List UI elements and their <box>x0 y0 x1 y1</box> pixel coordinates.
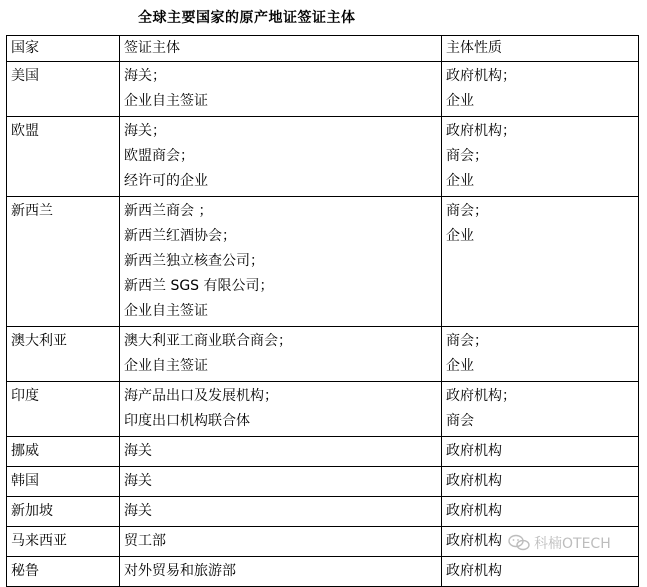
issuer-line: 贸工部 <box>124 533 166 549</box>
issuer-cell <box>120 557 442 587</box>
issuer-line: 新西兰商会 ； <box>124 203 213 219</box>
country-cell: 澳大利亚 <box>7 327 120 382</box>
issuer-line: 海关； <box>124 68 166 84</box>
issuer-line: 欧盟商会； <box>124 148 194 164</box>
certification-table <box>6 35 639 587</box>
nature-line: 企业 <box>446 93 474 109</box>
table-row <box>7 497 639 527</box>
header-country: 国家 <box>7 36 120 62</box>
table-row <box>7 62 639 117</box>
issuer-line: 企业自主签证 <box>124 93 208 109</box>
country-cell: 欧盟 <box>7 117 120 197</box>
wechat-icon <box>508 534 530 552</box>
watermark <box>508 533 611 553</box>
issuer-line: 海关 <box>124 503 152 519</box>
issuer-line: 企业自主签证 <box>124 303 208 319</box>
issuer-line: 印度出口机构联合体 <box>124 413 250 429</box>
nature-line: 政府机构 <box>446 473 502 489</box>
nature-line: 商会 <box>446 413 474 429</box>
nature-line: 企业 <box>446 228 474 244</box>
table-row <box>7 197 639 327</box>
nature-line: 商会； <box>446 333 488 349</box>
issuer-line: 海关 <box>124 443 152 459</box>
nature-line: 商会； <box>446 203 488 219</box>
issuer-cell <box>120 497 442 527</box>
issuer-line: 海关； <box>124 123 166 139</box>
issuer-cell <box>120 197 442 327</box>
issuer-line: 新西兰独立核查公司； <box>124 253 264 269</box>
nature-line: 政府机构 <box>446 563 502 579</box>
header-issuer: 签证主体 <box>120 36 442 62</box>
issuer-cell <box>120 467 442 497</box>
issuer-line: 海产品出口及发展机构； <box>124 388 278 404</box>
issuer-cell <box>120 437 442 467</box>
nature-cell <box>442 467 639 497</box>
country-cell: 马来西亚 <box>7 527 120 557</box>
table-row <box>7 557 639 587</box>
nature-cell <box>442 62 639 117</box>
table-header-row <box>7 36 639 62</box>
issuer-cell <box>120 382 442 437</box>
nature-cell <box>442 117 639 197</box>
issuer-line: 新西兰红酒协会； <box>124 228 236 244</box>
issuer-line: 经许可的企业 <box>124 173 208 189</box>
nature-line: 企业 <box>446 358 474 374</box>
country-cell: 秘鲁 <box>7 557 120 587</box>
nature-line: 政府机构 <box>446 533 502 549</box>
nature-cell <box>442 327 639 382</box>
issuer-cell <box>120 527 442 557</box>
header-nature: 主体性质 <box>442 36 639 62</box>
table-row <box>7 467 639 497</box>
nature-line: 政府机构； <box>446 388 516 404</box>
table-row <box>7 327 639 382</box>
country-cell: 韩国 <box>7 467 120 497</box>
issuer-cell <box>120 62 442 117</box>
issuer-line: 企业自主签证 <box>124 358 208 374</box>
country-cell: 新西兰 <box>7 197 120 327</box>
page-title: 全球主要国家的原产地证签证主体 <box>138 10 356 26</box>
nature-line: 企业 <box>446 173 474 189</box>
issuer-line: 新西兰 SGS 有限公司； <box>124 278 274 294</box>
issuer-line: 对外贸易和旅游部 <box>124 563 236 579</box>
nature-line: 政府机构 <box>446 443 502 459</box>
nature-line: 商会； <box>446 148 488 164</box>
issuer-line: 海关 <box>124 473 152 489</box>
issuer-cell <box>120 327 442 382</box>
country-cell: 新加坡 <box>7 497 120 527</box>
nature-cell <box>442 197 639 327</box>
nature-line: 政府机构； <box>446 68 516 84</box>
country-cell: 印度 <box>7 382 120 437</box>
nature-line: 政府机构； <box>446 123 516 139</box>
nature-cell <box>442 497 639 527</box>
issuer-cell <box>120 117 442 197</box>
nature-line: 政府机构 <box>446 503 502 519</box>
table-row <box>7 437 639 467</box>
country-cell: 挪威 <box>7 437 120 467</box>
issuer-line: 澳大利亚工商业联合商会； <box>124 333 292 349</box>
table-row <box>7 382 639 437</box>
watermark-text: 科楠OTECH <box>534 536 611 552</box>
nature-cell <box>442 382 639 437</box>
country-cell: 美国 <box>7 62 120 117</box>
table-body <box>7 62 639 587</box>
nature-cell <box>442 437 639 467</box>
nature-cell <box>442 557 639 587</box>
table-row <box>7 117 639 197</box>
